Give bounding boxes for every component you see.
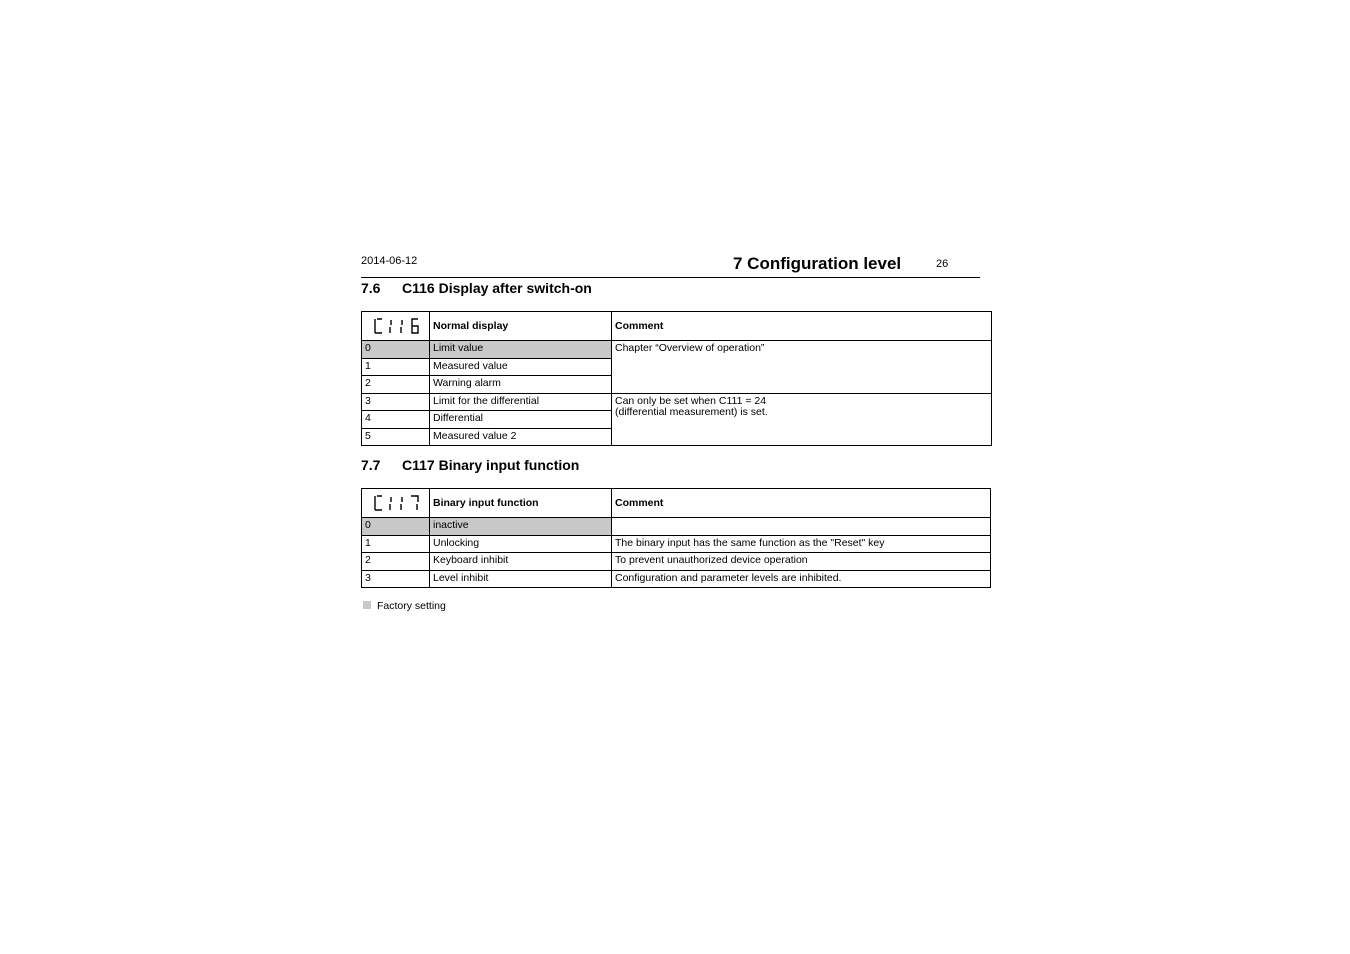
option-value: 3	[362, 393, 430, 411]
comment-line: (differential measurement) is set.	[615, 405, 768, 418]
header-rule	[361, 277, 980, 278]
seven-segment-c116-icon	[372, 317, 420, 335]
column-header-binary-input-function: Binary input function	[430, 489, 612, 518]
parameter-table-c117	[361, 488, 991, 588]
table-row	[362, 535, 991, 553]
comment-cell	[612, 393, 992, 446]
section-title: C116 Display after switch-on	[402, 280, 592, 296]
option-value: 0	[362, 341, 430, 359]
factory-setting-label: Factory setting	[377, 600, 446, 612]
seven-segment-c117-icon	[372, 494, 420, 512]
comment-cell: Chapter “Overview of operation”	[612, 341, 992, 394]
section-number: 7.7	[361, 457, 381, 473]
seven-segment-code-display	[362, 489, 430, 518]
option-name: Measured value 2	[430, 428, 612, 446]
chapter-title: 7 Configuration level	[733, 254, 902, 273]
option-name: Unlocking	[430, 535, 612, 553]
option-name: Limit for the differential	[430, 393, 612, 411]
table-row	[362, 570, 991, 588]
column-header-comment: Comment	[612, 312, 992, 341]
factory-setting-swatch	[363, 601, 371, 609]
document-date: 2014-06-12	[361, 255, 418, 267]
comment-cell	[612, 518, 991, 536]
comment-cell: To prevent unauthorized device operation	[612, 553, 991, 571]
option-value: 2	[362, 376, 430, 394]
section-number: 7.6	[361, 280, 381, 296]
seven-segment-code-display	[362, 312, 430, 341]
column-header-normal-display: Normal display	[430, 312, 612, 341]
option-name: Limit value	[430, 341, 612, 359]
table-row	[362, 393, 992, 411]
option-value: 2	[362, 553, 430, 571]
table-row	[362, 553, 991, 571]
option-name: Measured value	[430, 358, 612, 376]
factory-setting-legend	[363, 600, 446, 612]
column-header-comment: Comment	[612, 489, 991, 518]
parameter-table-c116	[361, 311, 992, 446]
option-name: Warning alarm	[430, 376, 612, 394]
option-name: Keyboard inhibit	[430, 553, 612, 571]
page-number: 26	[936, 258, 949, 270]
option-value: 1	[362, 358, 430, 376]
table-header-row	[362, 312, 992, 341]
option-value: 4	[362, 411, 430, 429]
section-title: C117 Binary input function	[402, 457, 580, 473]
comment-cell: The binary input has the same function as the "Reset" key	[612, 535, 991, 553]
option-name: inactive	[430, 518, 612, 536]
table-row	[362, 518, 991, 536]
option-name: Level inhibit	[430, 570, 612, 588]
option-value: 1	[362, 535, 430, 553]
table-row	[362, 341, 992, 359]
table-header-row	[362, 489, 991, 518]
option-value: 3	[362, 570, 430, 588]
option-value: 5	[362, 428, 430, 446]
comment-line: Can only be set when C111 = 24	[615, 394, 767, 407]
comment-cell: Configuration and parameter levels are inhibited.	[612, 570, 991, 588]
option-name: Differential	[430, 411, 612, 429]
option-value: 0	[362, 518, 430, 536]
